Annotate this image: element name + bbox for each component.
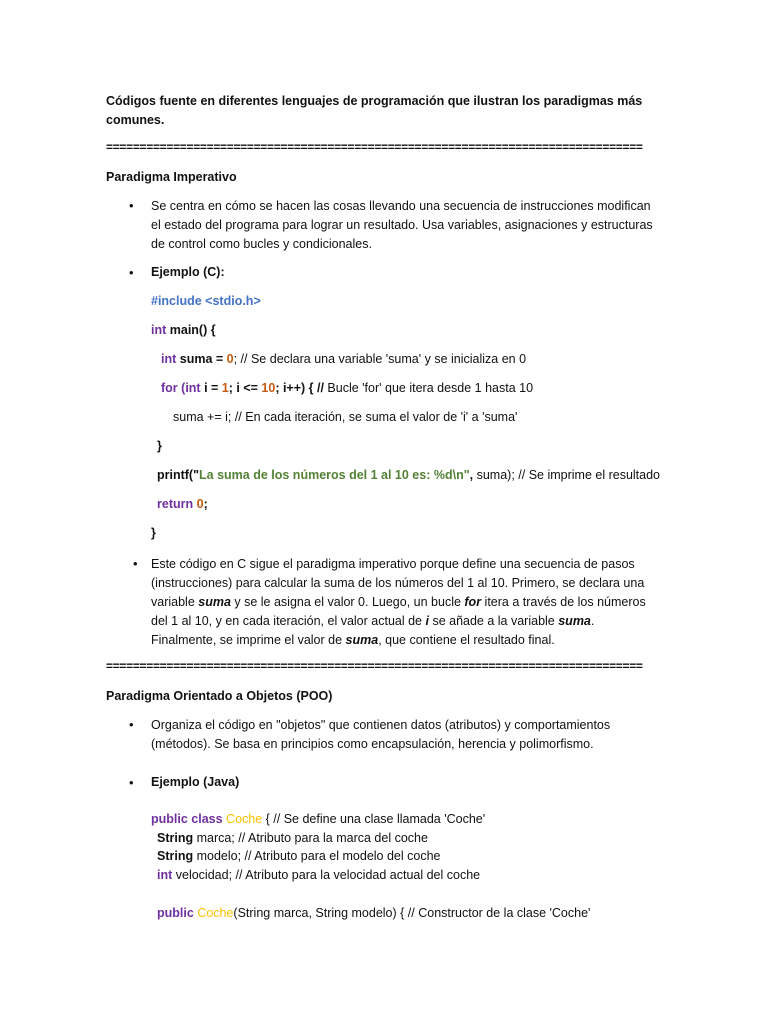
code-line: #include <stdio.h> bbox=[151, 294, 261, 308]
document-title: Códigos fuente en diferentes lenguajes de programación que ilustran los paradigmas más comunes. bbox=[106, 94, 643, 127]
bullet-icon: • bbox=[129, 717, 134, 732]
code-line: String modelo; // Atributo para el modelo del coche bbox=[157, 849, 441, 863]
imperative-explanation: Este código en C sigue el paradigma imperativo porque define una secuencia de pasos (instrucciones) para calcular la suma de los números del 1 al 10. Primero, se declara una variable suma y se le asigna el valor 0. Luego, un bucle for itera a través de los números del 1 al 10, y en cada iteración, el valor actual de i se añade a la variable suma. Finalmente, se imprime el valor de suma, que contiene el resultado final. bbox=[151, 557, 646, 647]
oop-heading: Paradigma Orientado a Objetos (POO) bbox=[106, 689, 333, 703]
imperative-example-label: Ejemplo (C): bbox=[151, 265, 225, 279]
oop-example-label: Ejemplo (Java) bbox=[151, 775, 240, 789]
separator-line: ================================================================================ bbox=[106, 140, 643, 154]
imperative-heading: Paradigma Imperativo bbox=[106, 170, 237, 184]
imperative-description: Se centra en cómo se hacen las cosas llevando una secuencia de instrucciones modifican el estado del programa para lograr un resultado. Usa variables, asignaciones y estructuras de control como bucles y condicionales. bbox=[151, 199, 653, 251]
code-line: int suma = 0; // Se declara una variable 'suma' y se inicializa en 0 bbox=[161, 352, 527, 366]
bullet-icon: • bbox=[129, 265, 134, 280]
code-line: String marca; // Atributo para la marca del coche bbox=[157, 831, 428, 845]
separator-line: ================================================================================ bbox=[106, 659, 643, 673]
code-line: for (int i = 1; i <= 10; i++) { // Bucle 'for' que itera desde 1 hasta 10 bbox=[161, 381, 534, 395]
code-line: suma += i; // En cada iteración, se suma el valor de 'i' a 'suma' bbox=[173, 410, 518, 424]
code-line: printf("La suma de los números del 1 al 10 es: %d\n", suma); // Se imprime el resultado bbox=[157, 468, 660, 482]
code-line: return 0; bbox=[157, 497, 208, 511]
code-line: int main() { bbox=[151, 323, 216, 337]
code-line: } bbox=[157, 439, 162, 453]
bullet-icon: • bbox=[129, 198, 134, 213]
code-line: public class Coche { // Se define una clase llamada 'Coche' bbox=[151, 812, 486, 826]
code-line: public Coche(String marca, String modelo) { // Constructor de la clase 'Coche' bbox=[157, 906, 591, 920]
oop-description: Organiza el código en "objetos" que contienen datos (atributos) y comportamientos (métodos). Se basa en principios como encapsulación, herencia y polimorfismo. bbox=[151, 718, 611, 751]
code-line: int velocidad; // Atributo para la velocidad actual del coche bbox=[157, 868, 481, 882]
code-line: } bbox=[151, 526, 156, 540]
bullet-icon: • bbox=[133, 556, 138, 571]
bullet-icon: • bbox=[129, 775, 134, 790]
